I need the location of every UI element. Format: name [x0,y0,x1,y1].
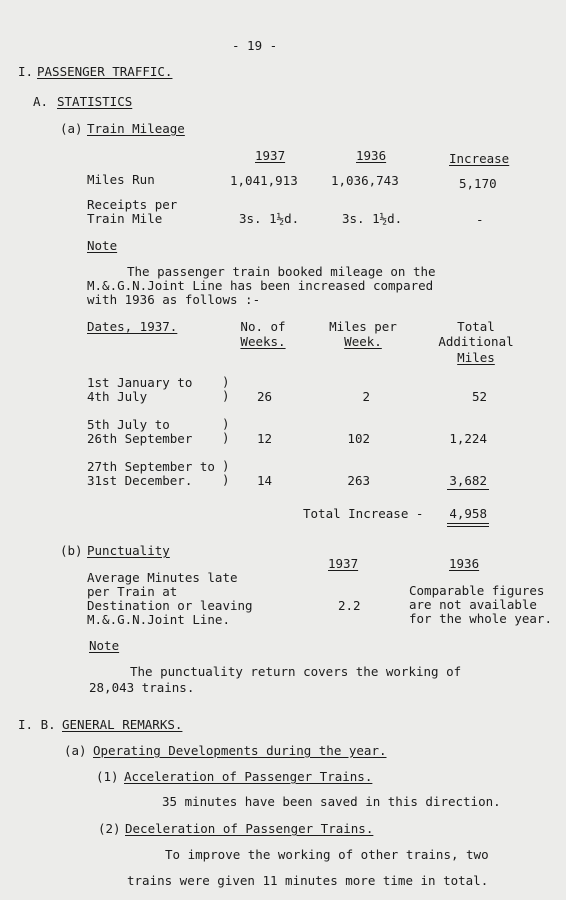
punctuality-value-1937: 2.2 [338,598,361,613]
note-text: M.&.G.N.Joint Line has been increased compared [87,278,434,293]
table-row-date: 31st December. [87,473,193,488]
item-number: (b) [60,543,83,558]
table-cell-miles: 263 [347,473,370,488]
table-cell-miles: 2 [362,389,370,404]
table-cell-weeks: 26 [256,389,272,404]
table-row-date: 5th July to [87,417,170,432]
note-text: with 1936 as follows :- [87,292,261,307]
column-header-weeks: No. of Weeks. [240,319,286,350]
cell-1936: 1,036,743 [331,173,399,188]
punctuality-label: per Train at [87,584,178,599]
page-number: - 19 - [232,38,278,53]
table-row-date: 26th September [87,431,193,446]
double-rule-bottom [447,526,489,527]
table-row-date: 4th July [87,389,148,404]
cell-increase: 5,170 [459,176,497,191]
body-text: To improve the working of other trains, two [165,847,489,862]
section-heading: PASSENGER TRAFFIC. [37,64,173,79]
row-label: Train Mile [87,211,163,226]
table-cell-total: 1,224 [449,431,487,446]
cell-1937: 1,041,913 [230,173,298,188]
double-rule-top [447,523,489,524]
table-cell-miles: 102 [347,431,370,446]
cell-1936: 3s. 1½d. [342,211,403,226]
operating-developments-heading: Operating Developments during the year. [93,743,387,758]
column-header-dates: Dates, 1937. [87,319,178,334]
section-number: I. [18,64,34,79]
table-row-date: 1st January to [87,375,193,390]
note-heading: Note [89,638,120,653]
punctuality-label: Average Minutes late [87,570,238,585]
punctuality-value-1936: Comparable figures [409,583,545,598]
column-header-total-additional-miles: Total Additional Miles [438,319,514,365]
item-number: (1) [96,769,119,784]
table-row-date: 27th September to [87,459,215,474]
row-label: Receipts per [87,197,178,212]
train-mileage-heading: Train Mileage [87,121,185,136]
deceleration-heading: Deceleration of Passenger Trains. [125,821,374,836]
total-increase-label: Total Increase - [303,506,424,521]
bracket: ) ) [222,458,230,487]
table-cell-total: 52 [471,389,487,404]
column-header-1937: 1937 [255,148,286,163]
table-cell-total: 3,682 [449,473,487,488]
bracket: ) ) [222,374,230,403]
body-text: 35 minutes have been saved in this direction. [162,794,501,809]
column-header-increase: Increase [449,151,510,166]
column-header-miles-per-week: Miles per Week. [329,319,397,350]
bracket: ) ) [222,416,230,445]
item-number: (a) [64,743,87,758]
punctuality-label: M.&.G.N.Joint Line. [87,612,230,627]
subsection-heading: STATISTICS [57,94,133,109]
item-number: (2) [98,821,121,836]
note-text: The punctuality return covers the working of [130,664,462,679]
row-label: Miles Run [87,172,155,187]
body-text: trains were given 11 minutes more time in total. [127,873,489,888]
punctuality-label: Destination or leaving [87,598,253,613]
acceleration-heading: Acceleration of Passenger Trains. [124,769,373,784]
table-cell-weeks: 12 [256,431,272,446]
column-header-1936: 1936 [356,148,387,163]
section-number: I. B. [18,717,56,732]
punctuality-heading: Punctuality [87,543,170,558]
section-heading: GENERAL REMARKS. [62,717,183,732]
total-increase-value: 4,958 [449,506,487,521]
cell-1937: 3s. 1½d. [239,211,300,226]
column-header-1937: 1937 [328,556,359,571]
table-cell-weeks: 14 [256,473,272,488]
sum-rule [447,489,489,490]
punctuality-value-1936: for the whole year. [409,611,552,626]
note-heading: Note [87,238,118,253]
cell-increase: - [476,212,484,227]
note-text: 28,043 trains. [89,680,195,695]
subsection-number: A. [33,94,49,109]
item-number: (a) [60,121,83,136]
column-header-1936: 1936 [449,556,480,571]
punctuality-value-1936: are not available [409,597,537,612]
note-text: The passenger train booked mileage on the [127,264,436,279]
